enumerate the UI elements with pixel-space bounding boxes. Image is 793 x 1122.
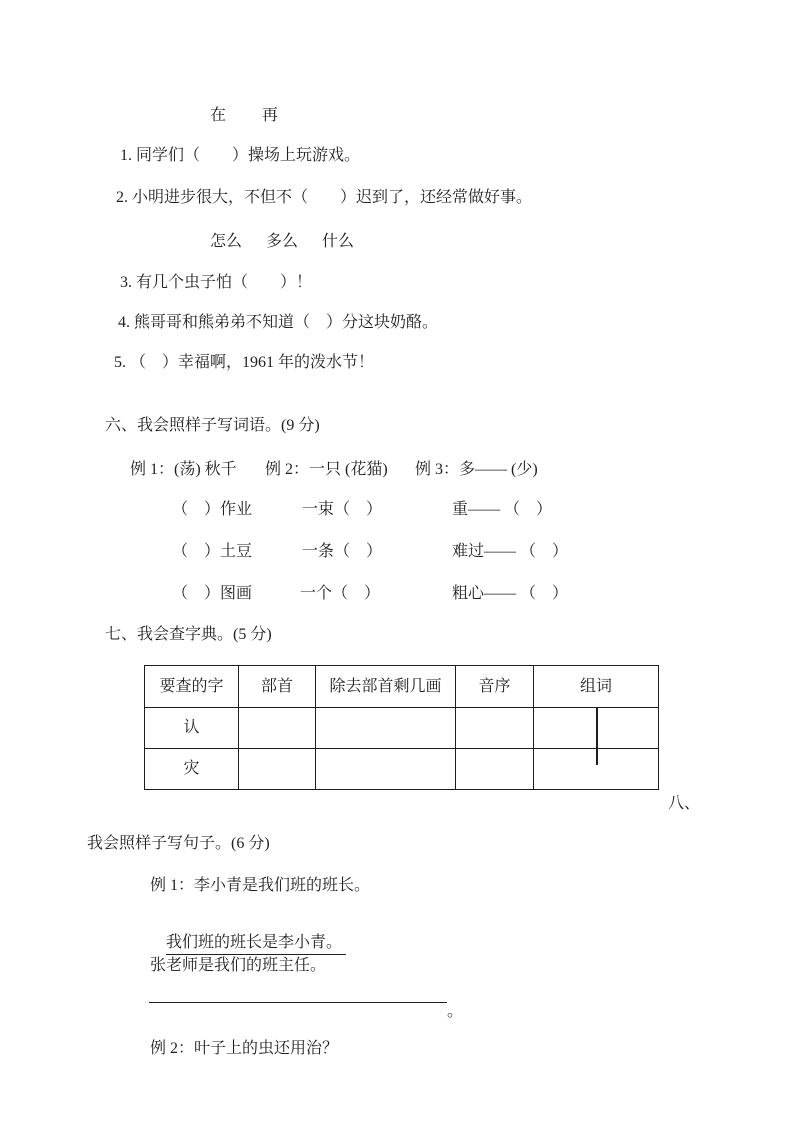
word-blank: 重—— （ ） (452, 501, 553, 518)
example-2-word: 例 2：一只 (花猫) (265, 461, 388, 478)
word-bank-option: 在 (210, 107, 227, 124)
table-cell-empty (239, 749, 316, 790)
word-bank-zai (210, 106, 278, 126)
word-blank: （ ）图画 (172, 585, 253, 602)
example-1-word: 例 1：(荡) 秋千 (130, 461, 237, 478)
answer-blank-line (149, 1002, 447, 1003)
word-blank: 难过—— （ ） (452, 543, 569, 560)
word-blank: （ ）土豆 (172, 543, 253, 560)
blank-line-period: 。 (447, 1003, 464, 1020)
section-six-title: 六、我会照样子写词语。(9 分) (105, 417, 320, 434)
table-cell-empty (456, 708, 534, 749)
word-bank-zenme (210, 232, 354, 252)
word-blank: 一条（ ） (302, 543, 383, 560)
underlined-answer-text: 我们班的班长是李小青。 (166, 934, 346, 955)
sentence-example-2: 例 2：叶子上的虫还用治？ (150, 1040, 339, 1057)
question-5: 5. （ ）幸福啊，1961 年的泼水节！ (114, 354, 375, 371)
example-3-word: 例 3：多—— (少) (415, 461, 538, 478)
table-header-radical: 部首 (239, 666, 316, 708)
sentence-example-1: 例 1：李小青是我们班的班长。 (150, 877, 371, 894)
table-header-words: 组词 (534, 666, 659, 708)
dictionary-table (144, 665, 659, 790)
table-header-row (145, 666, 659, 708)
words-column-divider (596, 708, 598, 749)
table-cell-empty (456, 749, 534, 790)
table-row (145, 749, 659, 790)
table-header-character: 要查的字 (145, 666, 239, 708)
word-bank-option: 什么 (322, 233, 355, 250)
question-1: 1. 同学们（ ）操场上玩游戏。 (120, 147, 361, 164)
table-header-strokes: 除去部首剩几画 (316, 666, 456, 708)
table-cell-character: 灾 (145, 749, 239, 790)
word-bank-option: 多么 (266, 233, 299, 250)
table-cell-empty (316, 708, 456, 749)
question-2: 2. 小明进步很大，不但不（ ）迟到了，还经常做好事。 (116, 189, 533, 206)
section-seven-title: 七、我会查字典。(5 分) (105, 626, 272, 643)
section-eight-number: 八、 (668, 795, 701, 812)
table-cell-empty (239, 708, 316, 749)
word-blank: 一个（ ） (300, 585, 381, 602)
sentence-prompt: 张老师是我们的班主任。 (150, 957, 327, 974)
word-bank-option: 再 (262, 107, 279, 124)
question-4: 4. 熊哥哥和熊弟弟不知道（ ）分这块奶酪。 (118, 314, 439, 331)
word-blank: （ ）作业 (172, 501, 253, 518)
question-3: 3. 有几个虫子怕（ ）！ (120, 274, 313, 291)
word-bank-option: 怎么 (210, 233, 243, 250)
table-row (145, 708, 659, 749)
section-eight-title: 我会照样子写句子。(6 分) (87, 835, 270, 852)
table-header-phonetic: 音序 (456, 666, 534, 708)
table-cell-character: 认 (145, 708, 239, 749)
word-blank: 粗心—— （ ） (452, 585, 569, 602)
table-cell-empty (316, 749, 456, 790)
words-column-divider-partial (596, 749, 598, 765)
word-blank: 一束（ ） (302, 501, 383, 518)
